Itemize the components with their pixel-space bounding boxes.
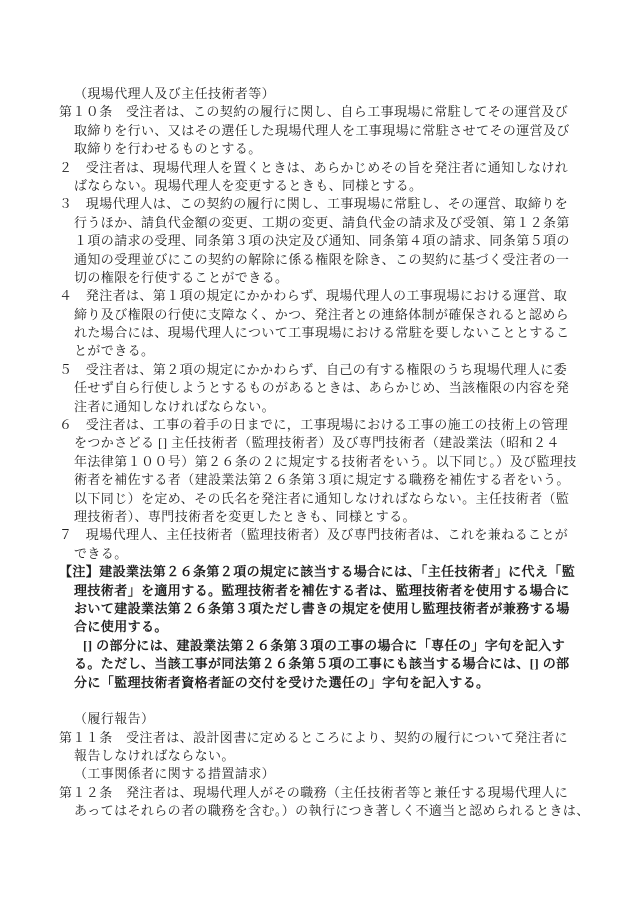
document-line: 第１２条 発注者は、現場代理人がその職務（主任技術者等と兼任する現場代理人に bbox=[59, 784, 569, 800]
document-line: あってはそれらの者の職務を含む。）の執行につき著しく不適当と認められるときは、 bbox=[74, 803, 590, 819]
document-line: 第１１条 受注者は、設計図書に定めるところにより、契約の履行について発注者に bbox=[59, 729, 568, 745]
document-line: 取締りを行い、又はその選任した現場代理人を工事現場に常駐させてその運営及び bbox=[74, 122, 570, 138]
document-line: ７ 現場代理人、主任技術者（監理技術者）及び専門技術者は、これを兼ねることが bbox=[59, 527, 569, 543]
document-line: できる。 bbox=[74, 545, 128, 561]
document-line: をつかさどる [] 主任技術者（監理技術者）及び専門技術者（建設業法（昭和２４ bbox=[74, 435, 560, 451]
document-line: おいて建設業法第２６条第３項ただし書きの規定を使用し監理技術者が兼務する場 bbox=[74, 600, 570, 616]
blank-line bbox=[0, 692, 630, 710]
document-line: 注者に通知しなければならない。 bbox=[74, 398, 276, 414]
document-line: 合に使用する。 bbox=[74, 619, 168, 635]
document-line: ３ 現場代理人は、この契約の履行に関し、工事現場に常駐し、その運営、取締りを bbox=[59, 196, 569, 212]
document-line: 切の権限を行使することができる。 bbox=[74, 269, 289, 285]
document-line: 行うほか、請負代金額の変更、工期の変更、請負代金の請求及び受領、第１２条第 bbox=[74, 214, 570, 230]
document-line: （工事関係者に関する措置請求） bbox=[74, 766, 276, 782]
document-line: 任せず自ら行使しようとするものがあるときは、あらかじめ、当該権限の内容を発 bbox=[74, 380, 570, 396]
document-line: 報告しなければならない。 bbox=[74, 748, 235, 764]
document-line: 第１０条 受注者は、この契約の履行に関し、自ら工事現場に常駐してその運営及び bbox=[59, 104, 569, 120]
document-line: る。ただし、当該工事が同法第２６条第５項の工事にも該当する場合には、[] の部 bbox=[74, 656, 570, 672]
document-line: 年法律第１００号）第２６条の２に規定する技術者をいう。以下同じ。）及び監理技 bbox=[74, 453, 577, 469]
document-line: [] の部分には、建設業法第２６条第３項の工事の場合に「専任の」字句を記入す bbox=[83, 637, 566, 653]
document-line: （履行報告） bbox=[74, 711, 155, 727]
document-line: 術者を補佐する者（建設業法第２６条第３項に規定する職務を補佐する者をいう。 bbox=[74, 472, 570, 488]
document-line: ６ 受注者は、工事の着手の日までに，工事現場における工事の施工の技術上の管理 bbox=[59, 417, 569, 433]
document-line: れた場合には、現場代理人について工事現場における常駐を要しないこととするこ bbox=[74, 325, 570, 341]
document-line: 取締りを行わせるものとする。 bbox=[74, 141, 262, 157]
document-line: （現場代理人及び主任技術者等） bbox=[74, 86, 276, 101]
document-line: 以下同じ）を定め、その氏名を発注者に通知しなければならない。主任技術者（監 bbox=[74, 490, 570, 506]
document-line: ２ 受注者は、現場代理人を置くときは、あらかじめその旨を発注者に通知しなけれ bbox=[59, 159, 569, 175]
document-line: ５ 受注者は、第２項の規定にかかわらず、自己の有する権限のうち現場代理人に委 bbox=[59, 361, 568, 377]
document-line: 通知の受理並びにこの契約の解除に係る権限を除き、この契約に基づく受注者の一 bbox=[74, 251, 570, 267]
document-line: 理技術者）、専門技術者を変更したときも、同様とする。 bbox=[74, 508, 416, 524]
document-text-block bbox=[0, 85, 630, 821]
document-line: １項の請求の受理、同条第３項の決定及び通知、同条第４項の請求、同条第５項の bbox=[74, 233, 570, 249]
document-line: ばならない。現場代理人を変更するときも、同様とする。 bbox=[74, 177, 423, 193]
document-line: ４ 発注者は、第１項の規定にかかわらず、現場代理人の工事現場における運営、取 bbox=[59, 288, 568, 304]
document-line: とができる。 bbox=[74, 343, 155, 359]
document-line: 分に「監理技術者資格者証の交付を受けた選任の」字句を記入する。 bbox=[74, 674, 490, 690]
document-line: 理技術者」を適用する。監理技術者を補佐する者は、監理技術者を使用する場合に bbox=[74, 582, 570, 598]
document-line: 【注】建設業法第２６条第２項の規定に該当する場合には、「主任技術者」に代え「監 bbox=[59, 564, 576, 580]
document-line: 締り及び権限の行使に支障なく、かつ、発注者との連絡体制が確保されると認めら bbox=[74, 306, 570, 322]
